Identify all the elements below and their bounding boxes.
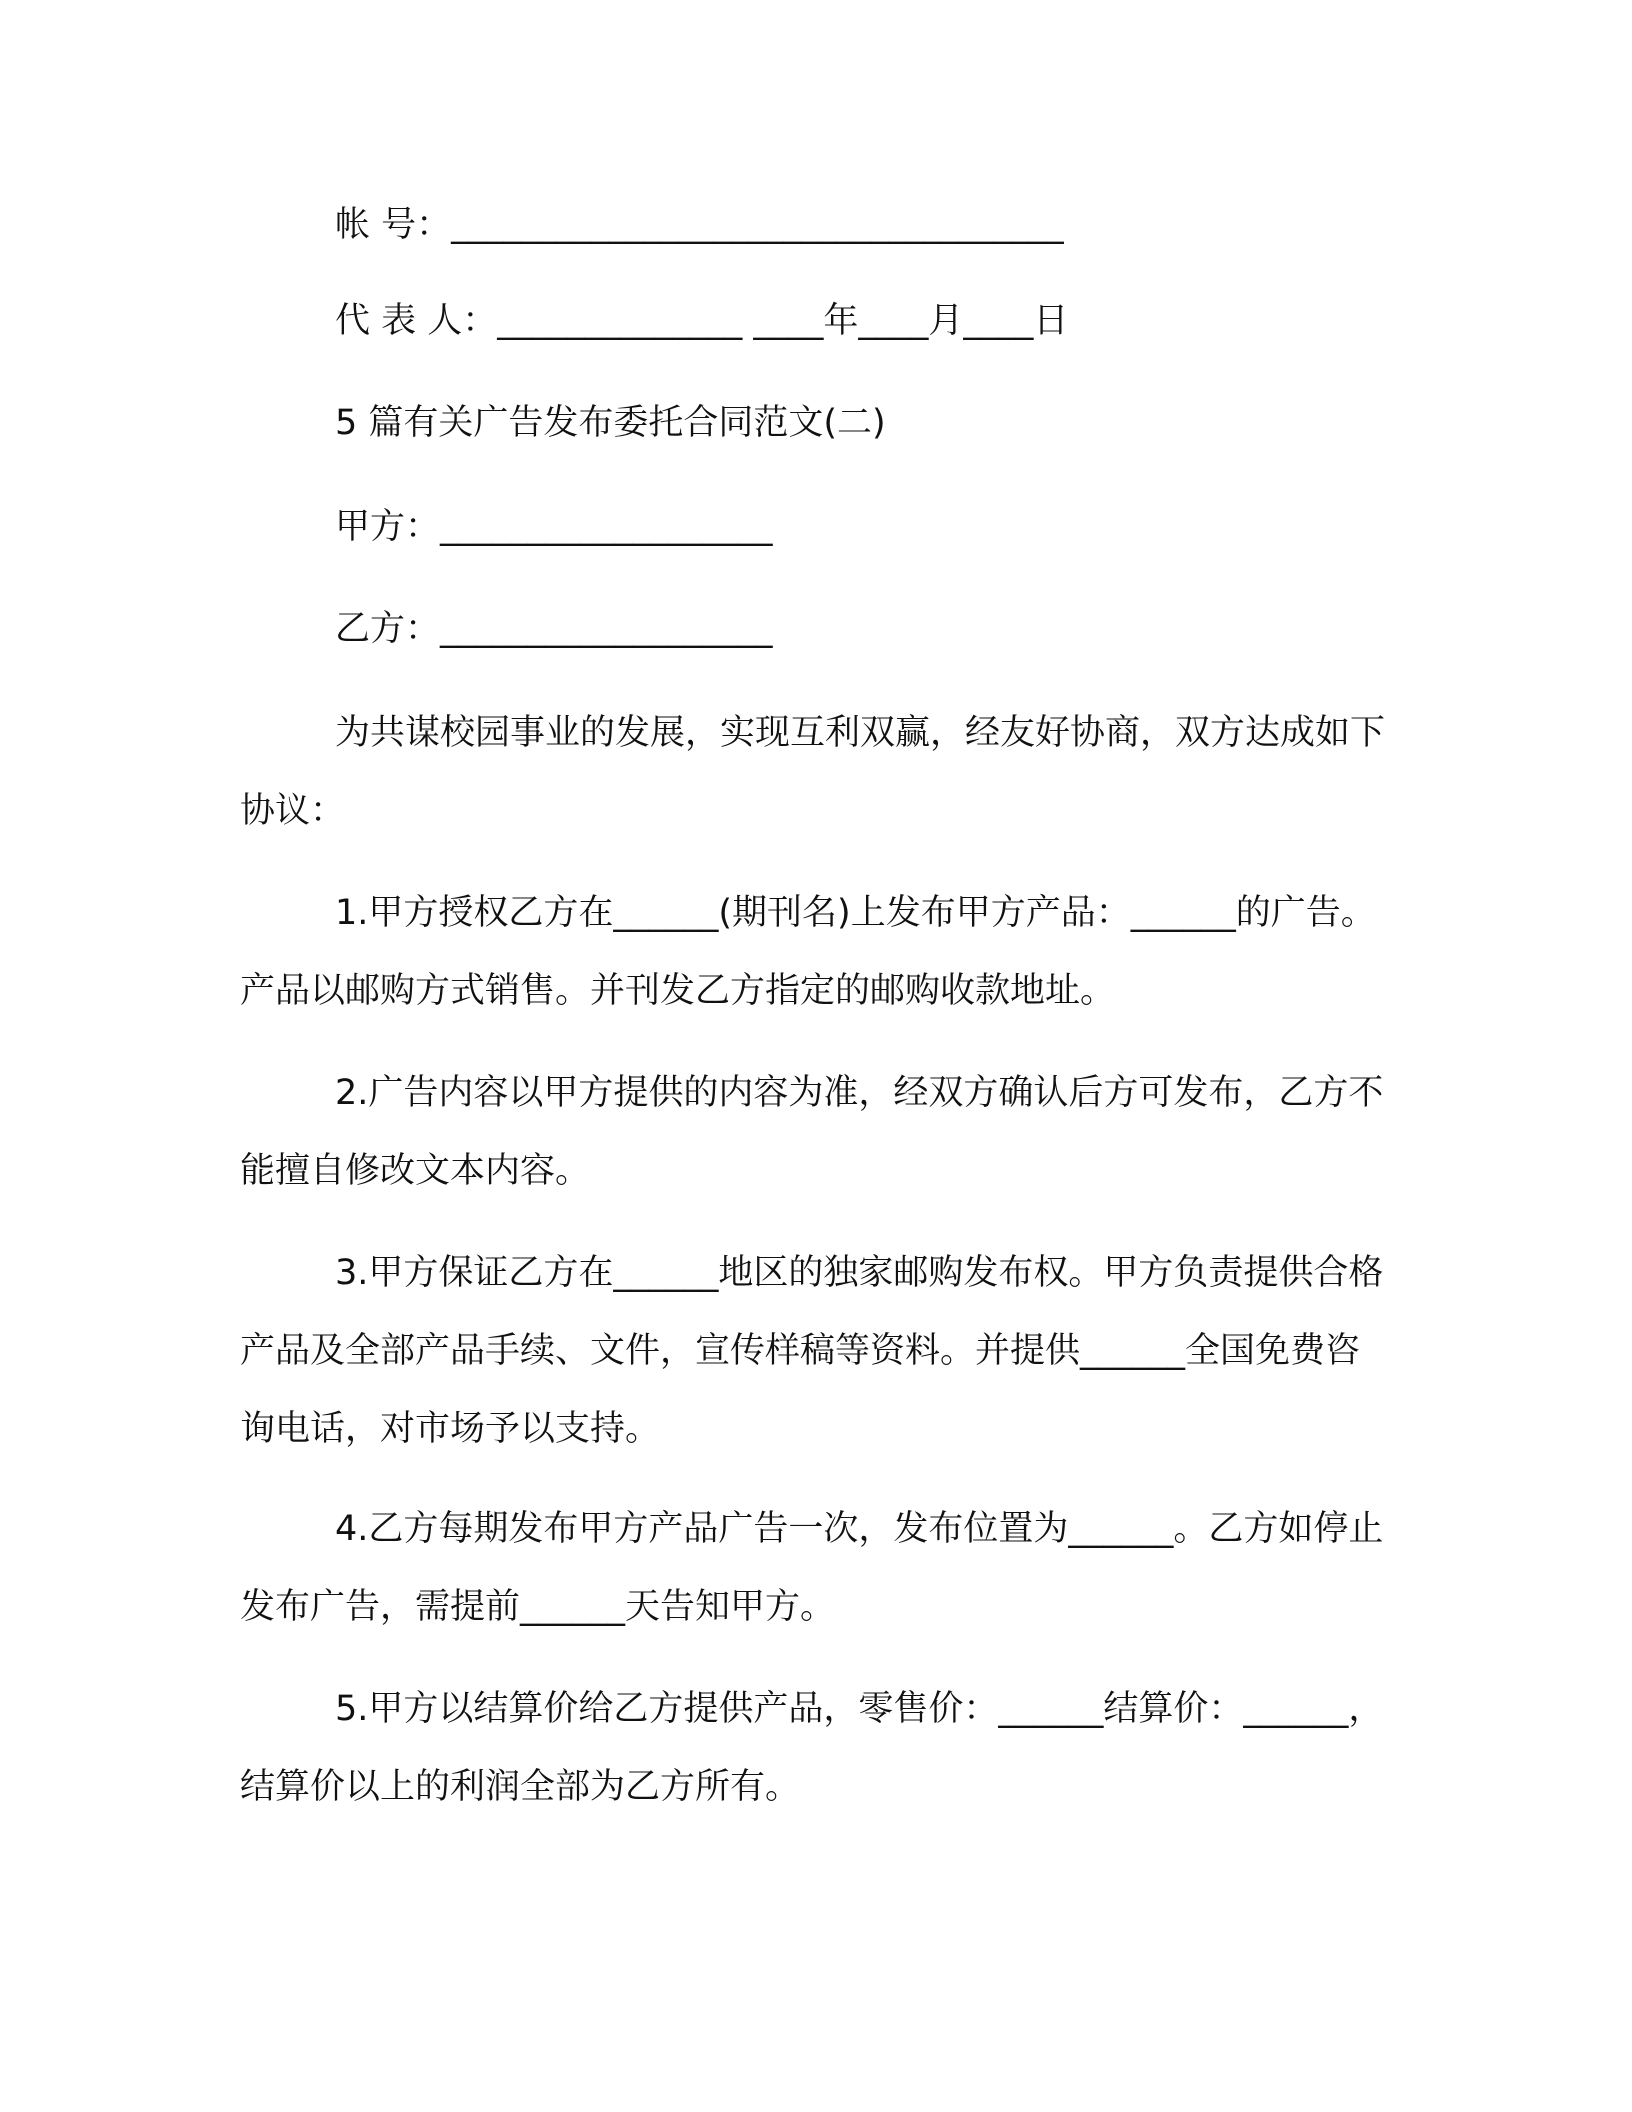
clause-4-paragraph: 4.乙方每期发布甲方产品广告一次，发布位置为______。乙方如停止发布广告，需提前______天告知甲方。 [240,1509,1384,1627]
clause-1-paragraph: 1.甲方授权乙方在______(期刊名)上发布甲方产品：______的广告。产品以邮购方式销售。并刊发乙方指定的邮购收款地址。 [240,893,1376,1011]
representative-date-line: 代 表 人：______________ ____年____月____日 [335,301,1069,341]
clause-5-paragraph: 5.甲方以结算价给乙方提供产品，零售价：______结算价：______，结算价以上的利润全部为乙方所有。 [240,1689,1384,1807]
account-line: 帐 号：___________________________________ [335,205,1064,245]
party-b-line: 乙方：___________________ [335,609,773,649]
intro-paragraph: 为共谋校园事业的发展，实现互利双赢，经友好协商，双方达成如下协议： [240,713,1386,831]
clause-2-paragraph: 2.广告内容以甲方提供的内容为准，经双方确认后方可发布，乙方不能擅自修改文本内容。 [240,1073,1384,1191]
section-title: 5 篇有关广告发布委托合同范文(二) [335,403,886,443]
clause-3-paragraph: 3.甲方保证乙方在______地区的独家邮购发布权。甲方负责提供合格产品及全部产品手续、文件，宣传样稿等资料。并提供______全国免费咨询电话，对市场予以支持。 [240,1253,1384,1449]
party-a-line: 甲方：___________________ [335,507,773,547]
